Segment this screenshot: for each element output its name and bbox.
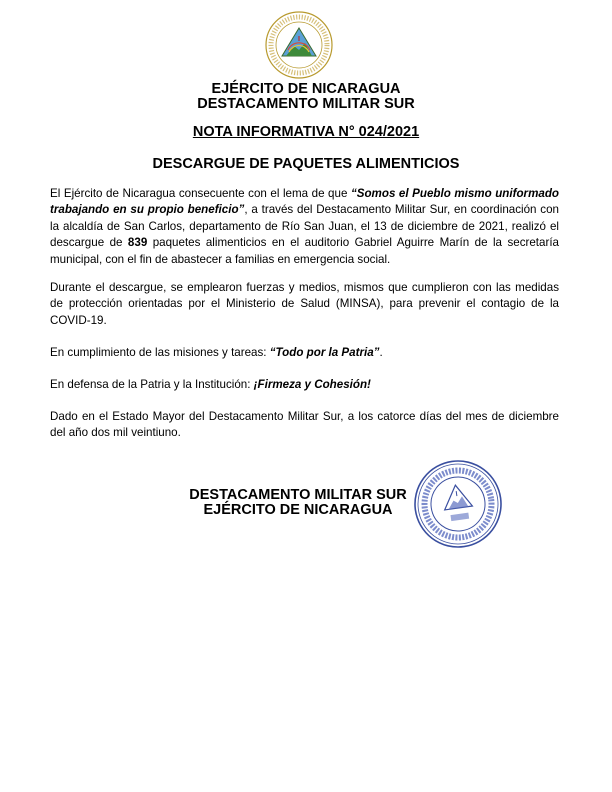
motto-firmeza: ¡Firmeza y Cohesión! bbox=[253, 378, 371, 391]
paragraph-3-text: En cumplimiento de las misiones y tareas: bbox=[50, 346, 270, 359]
header-line-army: EJÉRCITO DE NICARAGUA bbox=[211, 81, 401, 97]
paragraph-4 bbox=[50, 377, 559, 393]
motto-patria: “Todo por la Patria” bbox=[269, 346, 380, 359]
header-line-unit: DESTACAMENTO MILITAR SUR bbox=[197, 96, 415, 112]
motto-text: “Somos el Pueblo mismo uniformado trabajando en su propio beneficio” bbox=[50, 187, 559, 217]
paragraph-4-text: En defensa de la Patria y la Institución: bbox=[50, 378, 254, 391]
nota-title: NOTA INFORMATIVA N° 024/2021 bbox=[192, 124, 420, 140]
paragraph-1-text-b: , a través del Destacamento Militar Sur, en coordinación con la alcaldía de San Carlos, departamento de Río San Juan, el 13 de diciembre de 2021, realizó el descargue de bbox=[50, 203, 559, 250]
paragraph-3-period: . bbox=[379, 346, 383, 359]
official-stamp-icon bbox=[412, 458, 504, 550]
paragraph-1-text-a: El Ejército de Nicaragua consecuente con el lema de que bbox=[50, 187, 351, 200]
signature-line-unit: DESTACAMENTO MILITAR SUR bbox=[189, 487, 407, 503]
paragraph-1-text-c: paquetes alimenticios en el auditorio Gabriel Aguirre Marín de la secretaría municipal, con el fin de abastecer a familias en emergencia social. bbox=[50, 236, 559, 266]
subject-title: DESCARGUE DE PAQUETES ALIMENTICIOS bbox=[152, 156, 460, 172]
paragraph-5: Dado en el Estado Mayor del Destacamento Militar Sur, a los catorce días del mes de diciembre del año dos mil veintiuno. bbox=[50, 410, 559, 440]
coat-of-arms-icon bbox=[264, 10, 334, 80]
paragraph-2: Durante el descargue, se emplearon fuerzas y medios, mismos que cumplieron con las medidas de protección orientadas por el Ministerio de Salud (MINSA), para prevenir el contagio de la COVID-19. bbox=[50, 281, 559, 327]
package-count: 839 bbox=[127, 236, 148, 250]
signature-line-army: EJÉRCITO DE NICARAGUA bbox=[203, 502, 393, 518]
paragraph-1 bbox=[50, 186, 559, 268]
paragraph-3 bbox=[50, 345, 559, 361]
